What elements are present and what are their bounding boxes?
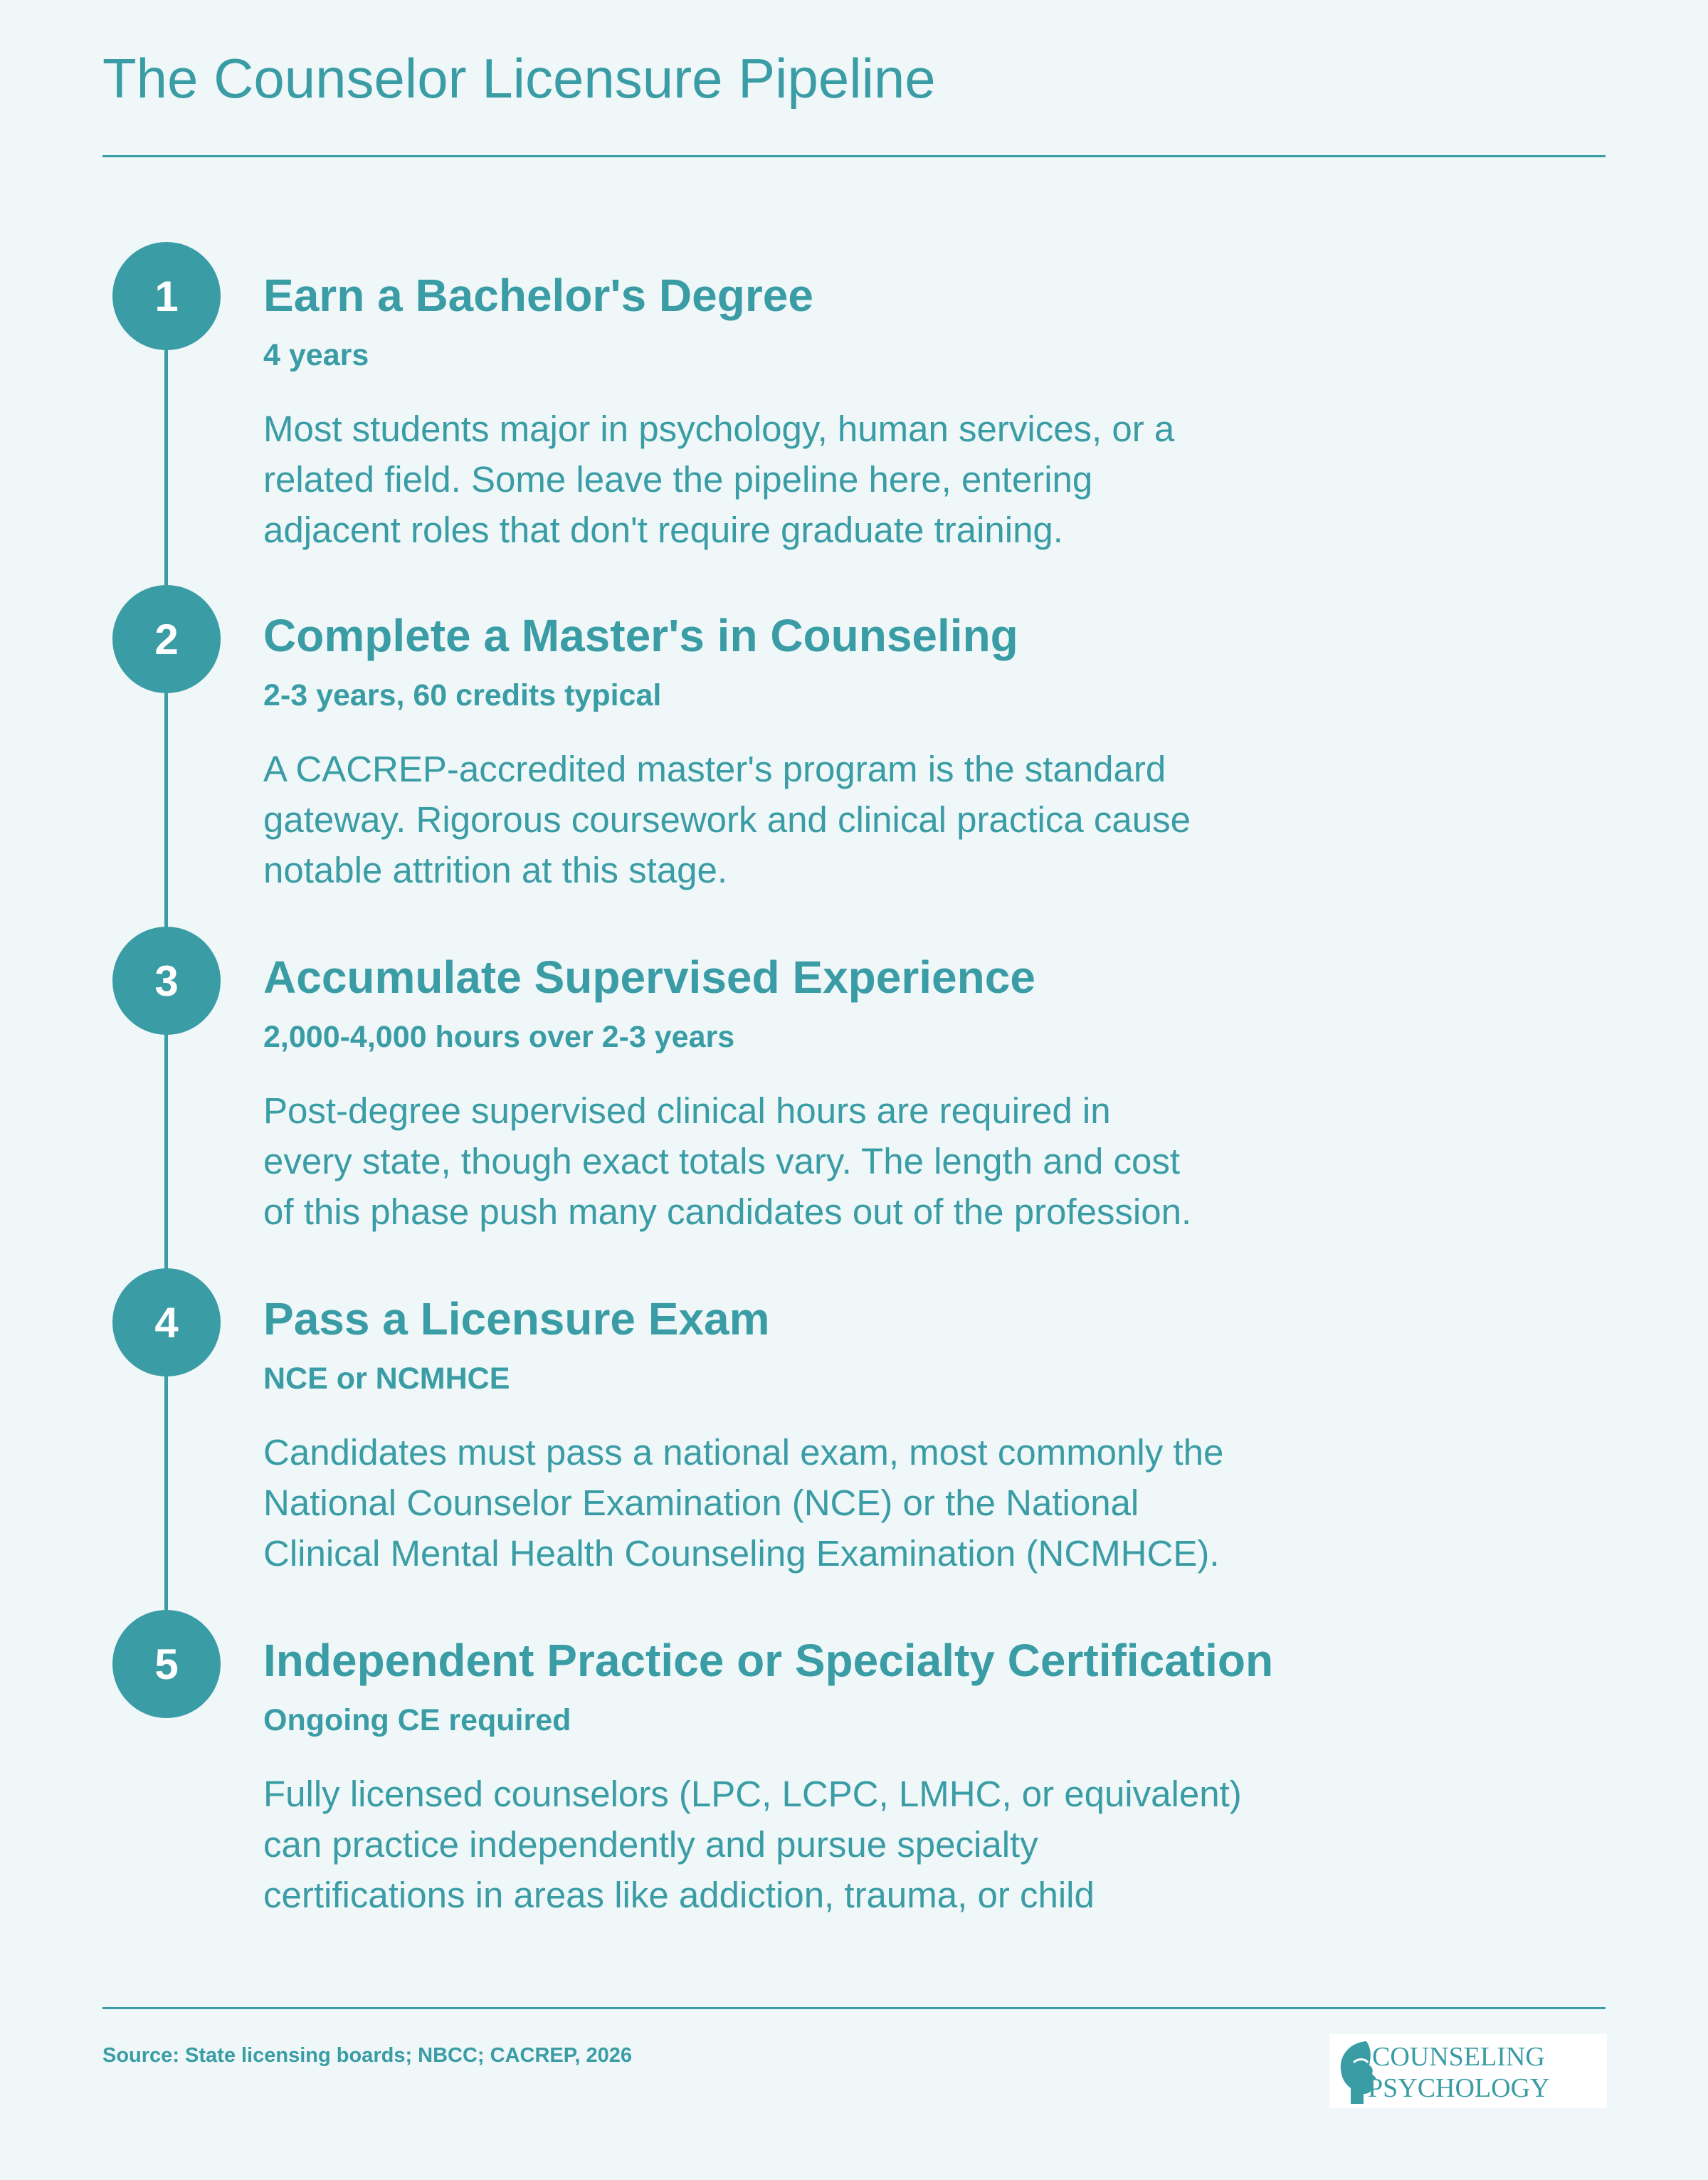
step-description-line: adjacent roles that don't require graduate training. xyxy=(263,510,1063,551)
step-title: Complete a Master's in Counseling xyxy=(263,610,1018,661)
step-1 xyxy=(263,268,1402,555)
step-number-circle-4: 4 xyxy=(112,1268,221,1376)
step-number-circle-1: 1 xyxy=(112,242,221,350)
step-number-circle-5: 5 xyxy=(112,1610,221,1718)
step-description-line: can practice independently and pursue specialty xyxy=(263,1824,1038,1865)
step-duration: Ongoing CE required xyxy=(263,1702,571,1737)
step-number-circle-2: 2 xyxy=(112,585,221,693)
step-duration: 2,000-4,000 hours over 2-3 years xyxy=(263,1019,735,1054)
step-description-line: every state, though exact totals vary. The length and cost xyxy=(263,1141,1181,1182)
step-description-line: National Counselor Examination (NCE) or the National xyxy=(263,1483,1139,1524)
step-description-line: Fully licensed counselors (LPC, LCPC, LMHC, or equivalent) xyxy=(263,1774,1242,1815)
step-description-line: gateway. Rigorous coursework and clinical practica cause xyxy=(263,799,1191,841)
title-divider xyxy=(102,155,1606,157)
step-2 xyxy=(263,609,1402,895)
step-description xyxy=(263,404,1402,555)
step-4 xyxy=(263,1292,1402,1579)
source-note: Source: State licensing boards; NBCC; CACREP, 2026 xyxy=(102,2044,632,2067)
step-title: Accumulate Supervised Experience xyxy=(263,952,1035,1003)
step-description-line: of this phase push many candidates out of the profession. xyxy=(263,1191,1192,1233)
step-description xyxy=(263,1427,1402,1579)
step-duration: 2-3 years, 60 credits typical xyxy=(263,678,662,712)
step-description-line: related field. Some leave the pipeline here, entering xyxy=(263,459,1093,500)
step-description-line: A CACREP-accredited master's program is the standard xyxy=(263,749,1166,790)
step-duration: NCE or NCMHCE xyxy=(263,1361,510,1396)
step-description xyxy=(263,744,1402,895)
step-description-line: Most students major in psychology, human services, or a xyxy=(263,409,1175,450)
step-duration: 4 years xyxy=(263,337,369,372)
step-5 xyxy=(263,1633,1402,1920)
logo-line-1: COUNSELING xyxy=(1372,2042,1545,2072)
step-description-line: Candidates must pass a national exam, most commonly the xyxy=(263,1432,1224,1473)
step-title: Pass a Licensure Exam xyxy=(263,1293,770,1344)
step-title: Earn a Bachelor's Degree xyxy=(263,270,813,321)
step-number-circle-3: 3 xyxy=(112,927,221,1035)
step-description-line: Post-degree supervised clinical hours are required in xyxy=(263,1090,1111,1132)
step-3 xyxy=(263,950,1402,1237)
step-title: Independent Practice or Specialty Certification xyxy=(263,1635,1274,1686)
counseling-psychology-logo xyxy=(1329,2034,1607,2108)
step-description-line: certifications in areas like addiction, trauma, or child xyxy=(263,1875,1095,1916)
step-description-line: Clinical Mental Health Counseling Examination (NCMHCE). xyxy=(263,1533,1220,1574)
step-description xyxy=(263,1769,1402,1920)
head-profile-icon xyxy=(1329,2034,1607,2108)
step-description-line: notable attrition at this stage. xyxy=(263,850,728,891)
footer-divider xyxy=(102,2007,1606,2009)
step-description xyxy=(263,1085,1402,1237)
page-title: The Counselor Licensure Pipeline xyxy=(102,47,936,110)
logo-line-2: PSYCHOLOGY xyxy=(1368,2073,1550,2103)
